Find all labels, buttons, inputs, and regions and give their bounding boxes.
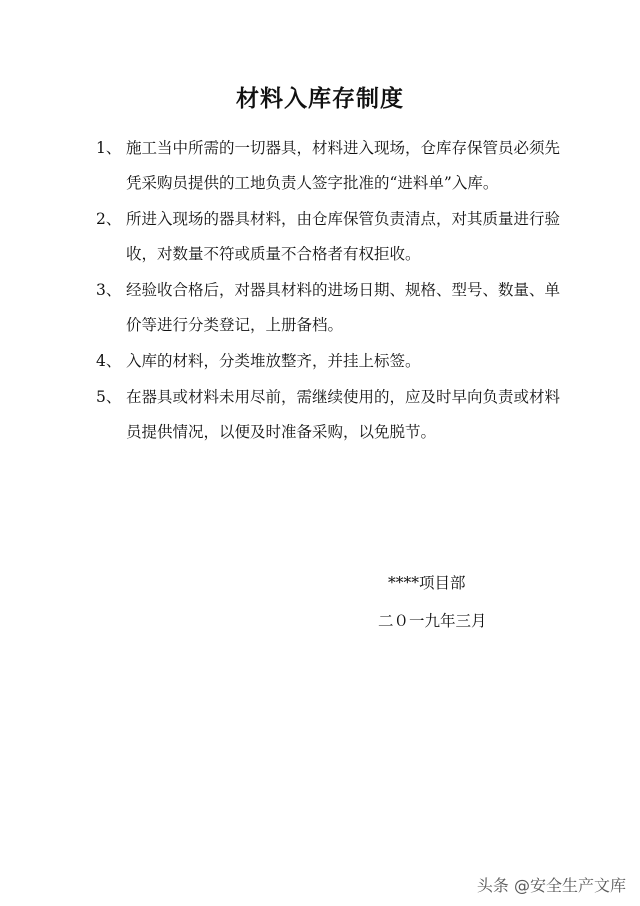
item-text: 在器具或材料未用尽前，需继续使用的，应及时早向负责或材料员提供情况，以便及时准备采购，以免脱节。 <box>126 388 561 441</box>
item-text: 经验收合格后，对器具材料的进场日期、规格、型号、数量、单价等进行分类登记，上册备档。 <box>126 281 561 334</box>
watermark: 头条 @安全生产文库 <box>476 876 626 895</box>
item-number: 5、 <box>96 388 122 406</box>
item-number: 1、 <box>96 139 122 157</box>
signature-department: ****项目部 <box>388 574 466 592</box>
list-item <box>96 202 566 272</box>
regulation-list <box>96 131 566 451</box>
list-item <box>96 273 566 343</box>
item-text: 施工当中所需的一切器具，材料进入现场，仓库存保管员必须先凭采购员提供的工地负责人签字批准的“进料单”入库。 <box>126 139 561 192</box>
list-item <box>96 380 566 450</box>
item-number: 3、 <box>96 281 122 299</box>
signature-date: 二０一九年三月 <box>378 612 487 630</box>
list-item <box>96 131 566 201</box>
list-item <box>96 344 566 379</box>
item-number: 2、 <box>96 210 122 228</box>
item-text: 所进入现场的器具材料，由仓库保管负责清点，对其质量进行验收，对数量不符或质量不合格者有权拒收。 <box>126 210 561 263</box>
signature-block <box>378 566 487 639</box>
document-title: 材料入库存制度 <box>236 86 404 112</box>
item-text: 入库的材料，分类堆放整齐，并挂上标签。 <box>126 352 421 370</box>
item-number: 4、 <box>96 352 122 370</box>
